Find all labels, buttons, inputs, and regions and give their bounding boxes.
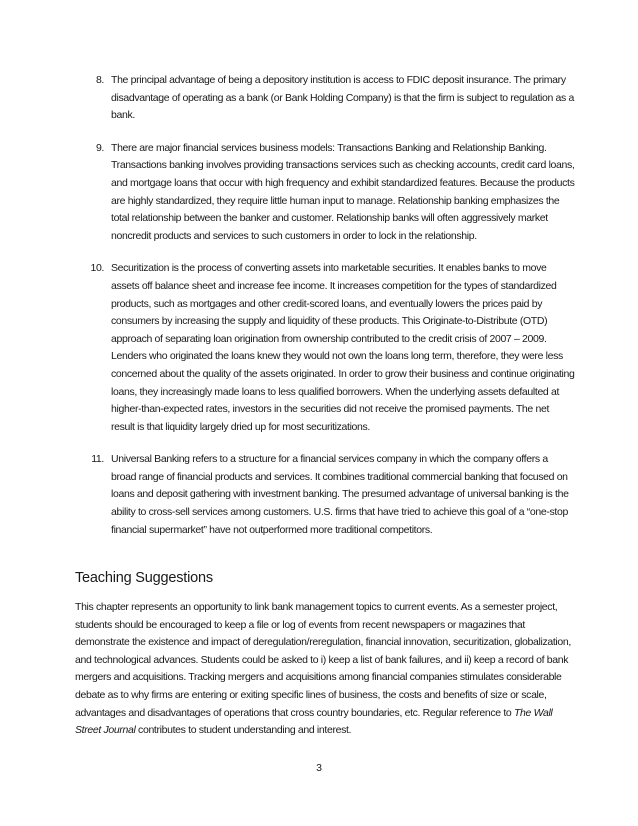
section-paragraph [75,599,575,740]
list-item [75,72,575,125]
list-item [75,260,575,436]
list-item [75,451,575,539]
section-heading: Teaching Suggestions [75,570,213,586]
item-text: The principal advantage of being a depository institution is access to FDIC deposit insurance. The primary disadvantage of operating as a bank (or Bank Holding Company) is that the firm is subject to regulation as a bank. [111,74,574,122]
item-text: Universal Banking refers to a structure for a financial services company in which the company offers a broad range of financial products and services. It combines traditional commercial banking that focused on loans and deposit gathering with investment banking. The presumed advantage of universal banking is the ability to cross-sell services among customers. U.S. firms that have tried to achieve this goal of a “one-stop financial supermarket” have not outperformed more traditional competitors. [111,453,569,536]
item-number: 9. [95,141,104,154]
paragraph-text-end: contributes to student understanding and interest. [135,724,352,737]
paragraph-text: This chapter represents an opportunity to link bank management topics to current events. As a semester project, students should be encouraged to keep a file or log of events from recent newspapers or magazines that demonstrate the existence and impact of deregulation/reregulation, financial innovation, securitization, globalization, and technological advances. Students could be asked to i) keep a list of bank failures, and ii) keep a record of bank mergers and acquisitions. Tracking mergers and acquisitions among financial companies stimulates considerable debate as to why firms are entering or exiting specific lines of business, the costs and benefits of size or scale, advantages and disadvantages of operations that cross country boundaries, etc. Regular reference to [75,601,571,719]
numbered-list [75,72,575,554]
list-item [75,140,575,246]
item-number: 10. [90,262,104,275]
item-number: 8. [95,74,104,86]
item-text: Securitization is the process of converting assets into marketable securities. It enables banks to move assets off balance sheet and increase fee income. It increases competition for the types of standardized products, such as mortgages and other credit-scored loans, and eventually lowers the prices paid by consumers by increasing the supply and liquidity of these products. This Originate-to-Distribute (OTD) approach of separating loan origination from ownership contributed to the credit crisis of 2007 – 2009. Lenders who originated the loans knew they would not own the loans long term, therefore, they were less concerned about the quality of the assets originated. In order to grow their business and continue originating loans, they increasingly made loans to less qualified borrowers. When the underlying assets defaulted at higher-than-expected rates, investors in the securities did not receive the promised payments. The net result is that liquidity largely dried up for most securitizations. [111,262,575,433]
page-number: 3 [316,762,322,774]
item-number: 11. [91,453,104,466]
journal-title: The Wall Street Journal [75,706,553,737]
item-text: There are major financial services business models: Transactions Banking and Relationship Banking. Transactions banking involves providing transactions services such as checking accounts, credit card loans, and mortgage loans that occur with high frequency and exhibit standardized features. Because the products are highly standardized, they require little human input to manage. Relationship banking emphasizes the total relationship between the banker and customer. Relationship banks will often aggressively market noncredit products and services to such customers in order to lock in the relationship. [111,141,575,242]
